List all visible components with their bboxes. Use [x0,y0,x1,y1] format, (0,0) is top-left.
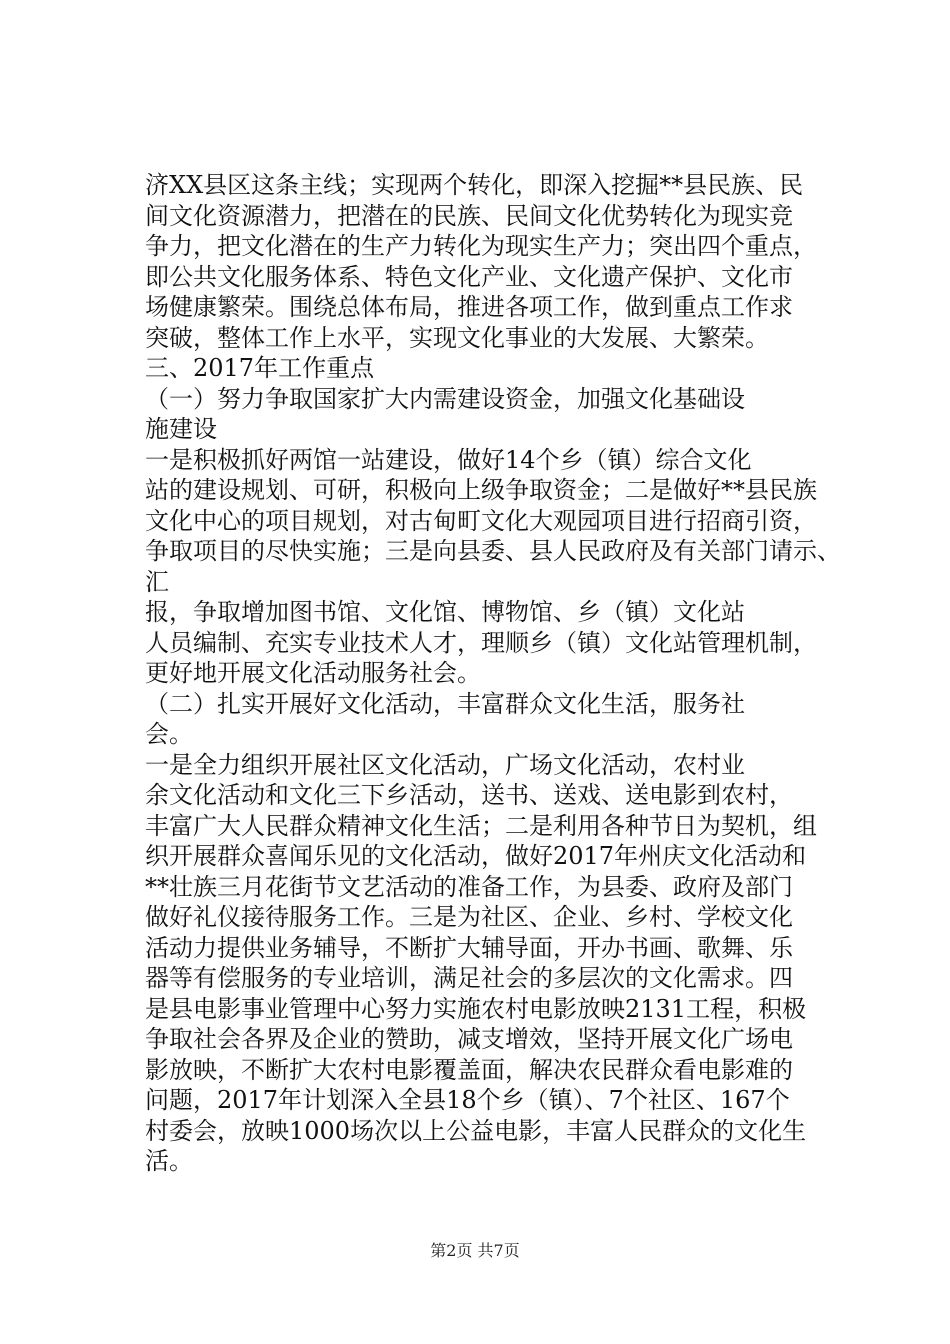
text-line: 丰富广大人民群众精神文化生活；二是利用各种节日为契机，组 [145,811,817,840]
text-line: 一是积极抓好两馆一站建设，做好14个乡（镇）综合文化 [145,445,752,474]
text-line: 更好地开展文化活动服务社会。 [145,659,481,687]
section-heading: 三、2017年工作重点 [145,354,375,382]
text-line: 站的建设规划、可研，积极向上级争取资金；二是做好**县民族 [145,476,817,504]
text-line: 场健康繁荣。围绕总体布局，推进各项工作，做到重点工作求 [145,293,793,321]
text-line: 问题，2017年计划深入全县18个乡（镇）、7个社区、167个 [145,1086,790,1114]
text-line: 济XX县区这条主线；实现两个转化，即深入挖掘**县民族、民 [145,171,804,199]
subsection-heading: （二）扎实开展好文化活动，丰富群众文化生活，服务社 [145,689,745,718]
text-line: 活动力提供业务辅导，不断扩大辅导面，开办书画、歌舞、乐 [145,933,793,962]
page-number-footer: 第2页 共7页 [430,1241,520,1260]
text-line: 争取项目的尽快实施；三是向县委、县人民政府及有关部门请示、 [145,537,841,565]
text-line: 争取社会各界及企业的赞助，减支增效，坚持开展文化广场电 [145,1025,793,1053]
text-line: 突破，整体工作上水平，实现文化事业的大发展、大繁荣。 [145,323,769,352]
text-line: 报，争取增加图书馆、文化馆、博物馆、乡（镇）文化站 [145,598,745,626]
text-line: 争力，把文化潜在的生产力转化为现实生产力；突出四个重点， [145,232,817,260]
text-line: 余文化活动和文化三下乡活动，送书、送戏、送电影到农村， [145,781,793,809]
subsection-heading: 施建设 [145,415,217,443]
subsection-heading: 会。 [145,720,193,748]
text-line: 汇 [145,567,169,596]
text-line: 文化中心的项目规划，对古甸町文化大观园项目进行招商引资， [145,506,817,535]
text-line: 一是全力组织开展社区文化活动，广场文化活动，农村业 [145,750,745,779]
text-line: 织开展群众喜闻乐见的文化活动，做好2017年州庆文化活动和 [145,842,807,870]
subsection-heading: （一）努力争取国家扩大内需建设资金，加强文化基础设 [145,384,745,413]
text-line: **壮族三月花街节文艺活动的准备工作，为县委、政府及部门 [145,872,793,901]
text-line: 村委会，放映1000场次以上公益电影，丰富人民群众的文化生 [145,1116,807,1145]
text-line: 活。 [145,1147,193,1175]
text-line: 影放映，不断扩大农村电影覆盖面，解决农民群众看电影难的 [145,1055,793,1084]
text-line: 器等有偿服务的专业培训，满足社会的多层次的文化需求。四 [145,964,793,992]
text-line: 即公共文化服务体系、特色文化产业、文化遗产保护、文化市 [145,262,793,291]
text-line: 是县电影事业管理中心努力实施农村电影放映2131工程，积极 [145,994,807,1023]
text-line: 做好礼仪接待服务工作。三是为社区、企业、乡村、学校文化 [145,903,793,931]
text-line: 人员编制、充实专业技术人才，理顺乡（镇）文化站管理机制， [145,628,817,657]
text-line: 间文化资源潜力，把潜在的民族、民间文化优势转化为现实竞 [145,201,793,230]
